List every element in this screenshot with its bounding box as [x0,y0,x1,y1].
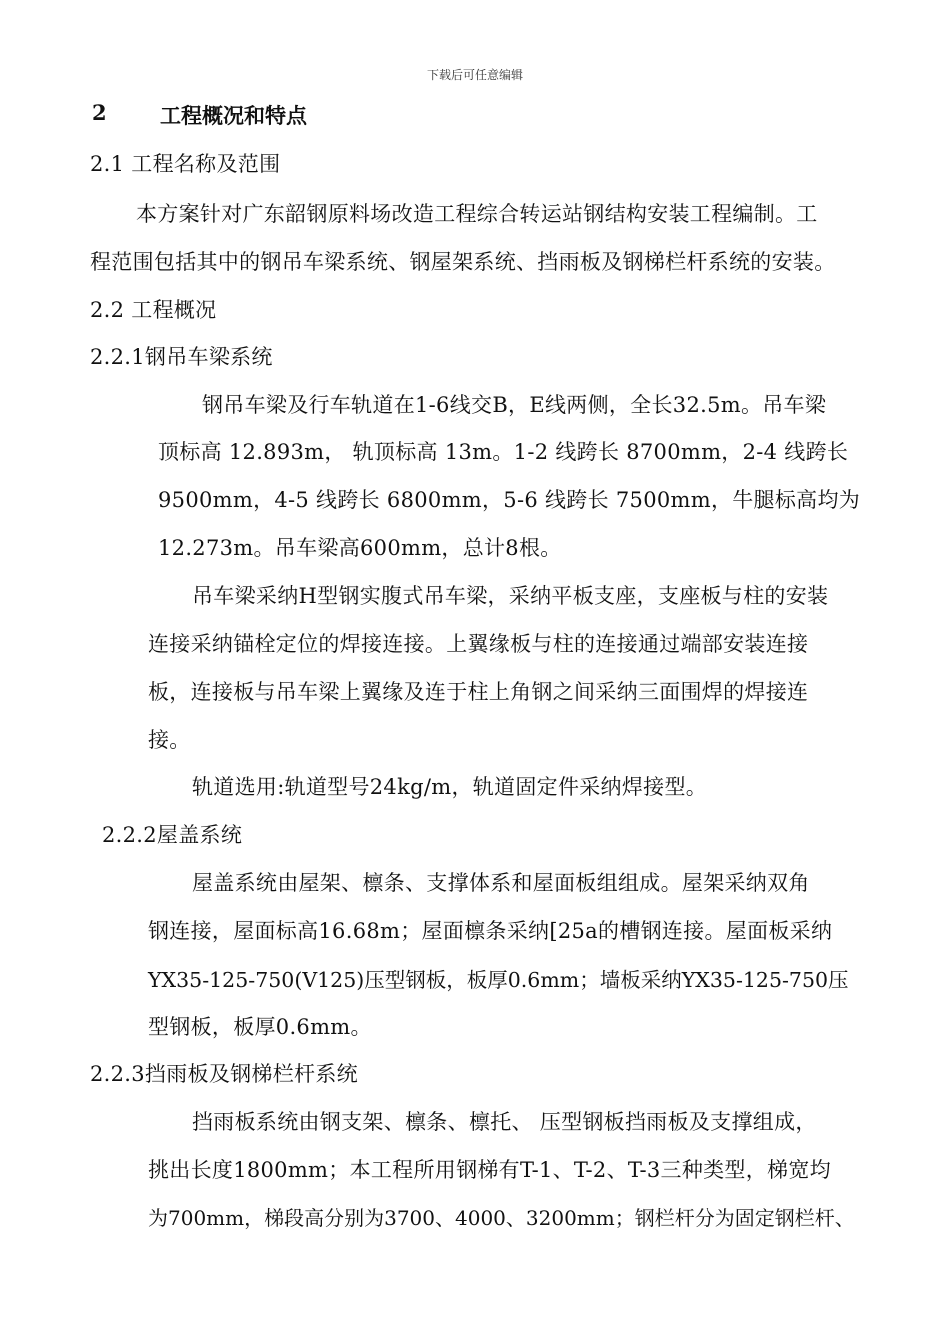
para-2-2-2-line: 屋盖系统由屋架、檩条、支撑体系和屋面板组组成。屋架采纳双角 [192,871,810,895]
heading-2-2-2: 2.2.2屋盖系统 [102,823,243,847]
heading-2-2: 2.2 工程概况 [90,298,217,322]
para-2-1-line: 本方案针对广东韶钢原料场改造工程综合转运站钢结构安装工程编制。工 [136,202,818,226]
para-2-2-3-line: 为700mm，梯段高分别为3700、4000、3200mm；钢栏杆分为固定钢栏杆、 [148,1206,855,1230]
para-2-2-1-a-line: 12.273m。吊车梁高600mm，总计8根。 [158,536,562,560]
heading-2-1: 2.1 工程名称及范围 [90,152,281,176]
para-2-1-line: 程范围包括其中的钢吊车梁系统、钢屋架系统、挡雨板及钢梯栏杆系统的安装。 [90,250,836,274]
para-2-2-1-b-line: 连接采纳锚栓定位的焊接连接。上翼缘板与柱的连接通过端部安装连接 [148,632,809,656]
section-title: 工程概况和特点 [160,103,307,128]
heading-2-2-1: 2.2.1钢吊车梁系统 [90,345,273,369]
section-number: 2 [92,100,107,125]
para-2-2-1-c: 轨道选用:轨道型号24kg/m，轨道固定件采纳焊接型。 [192,775,708,799]
para-2-2-1-a-line: 9500mm，4-5 线跨长 6800mm，5-6 线跨长 7500mm，牛腿标高均为 [158,488,861,512]
para-2-2-3-line: 挑出长度1800mm；本工程所用钢梯有T-1、T-2、T-3三种类型，梯宽均 [148,1158,831,1182]
page-header-note: 下载后可任意编辑 [426,68,523,82]
para-2-2-3-line: 挡雨板系统由钢支架、檩条、檩托、 压型钢板挡雨板及支撑组成， [192,1110,817,1134]
para-2-2-1-a-line: 钢吊车梁及行车轨道在1-6线交B，E线两侧，全长32.5m。吊车梁 [202,393,827,417]
para-2-2-1-a-line: 顶标高 12.893m， 轨顶标高 13m。1-2 线跨长 8700mm，2-4 线跨长 [158,440,849,464]
para-2-2-2-line: 型钢板，板厚0.6mm。 [148,1015,372,1039]
para-2-2-2-line: YX35-125-750(V125)压型钢板，板厚0.6mm；墙板采纳YX35-125-750压 [148,968,849,992]
para-2-2-1-b-line: 吊车梁采纳H型钢实腹式吊车梁，采纳平板支座，支座板与柱的安装 [192,584,829,608]
heading-2-2-3: 2.2.3挡雨板及钢梯栏杆系统 [90,1062,358,1086]
para-2-2-1-b-line: 板，连接板与吊车梁上翼缘及连于柱上角钢之间采纳三面围焊的焊接连 [148,680,809,704]
para-2-2-1-b-line: 接。 [148,728,191,752]
para-2-2-2-line: 钢连接，屋面标高16.68m；屋面檩条采纳[25a的槽钢连接。屋面板采纳 [148,919,833,943]
